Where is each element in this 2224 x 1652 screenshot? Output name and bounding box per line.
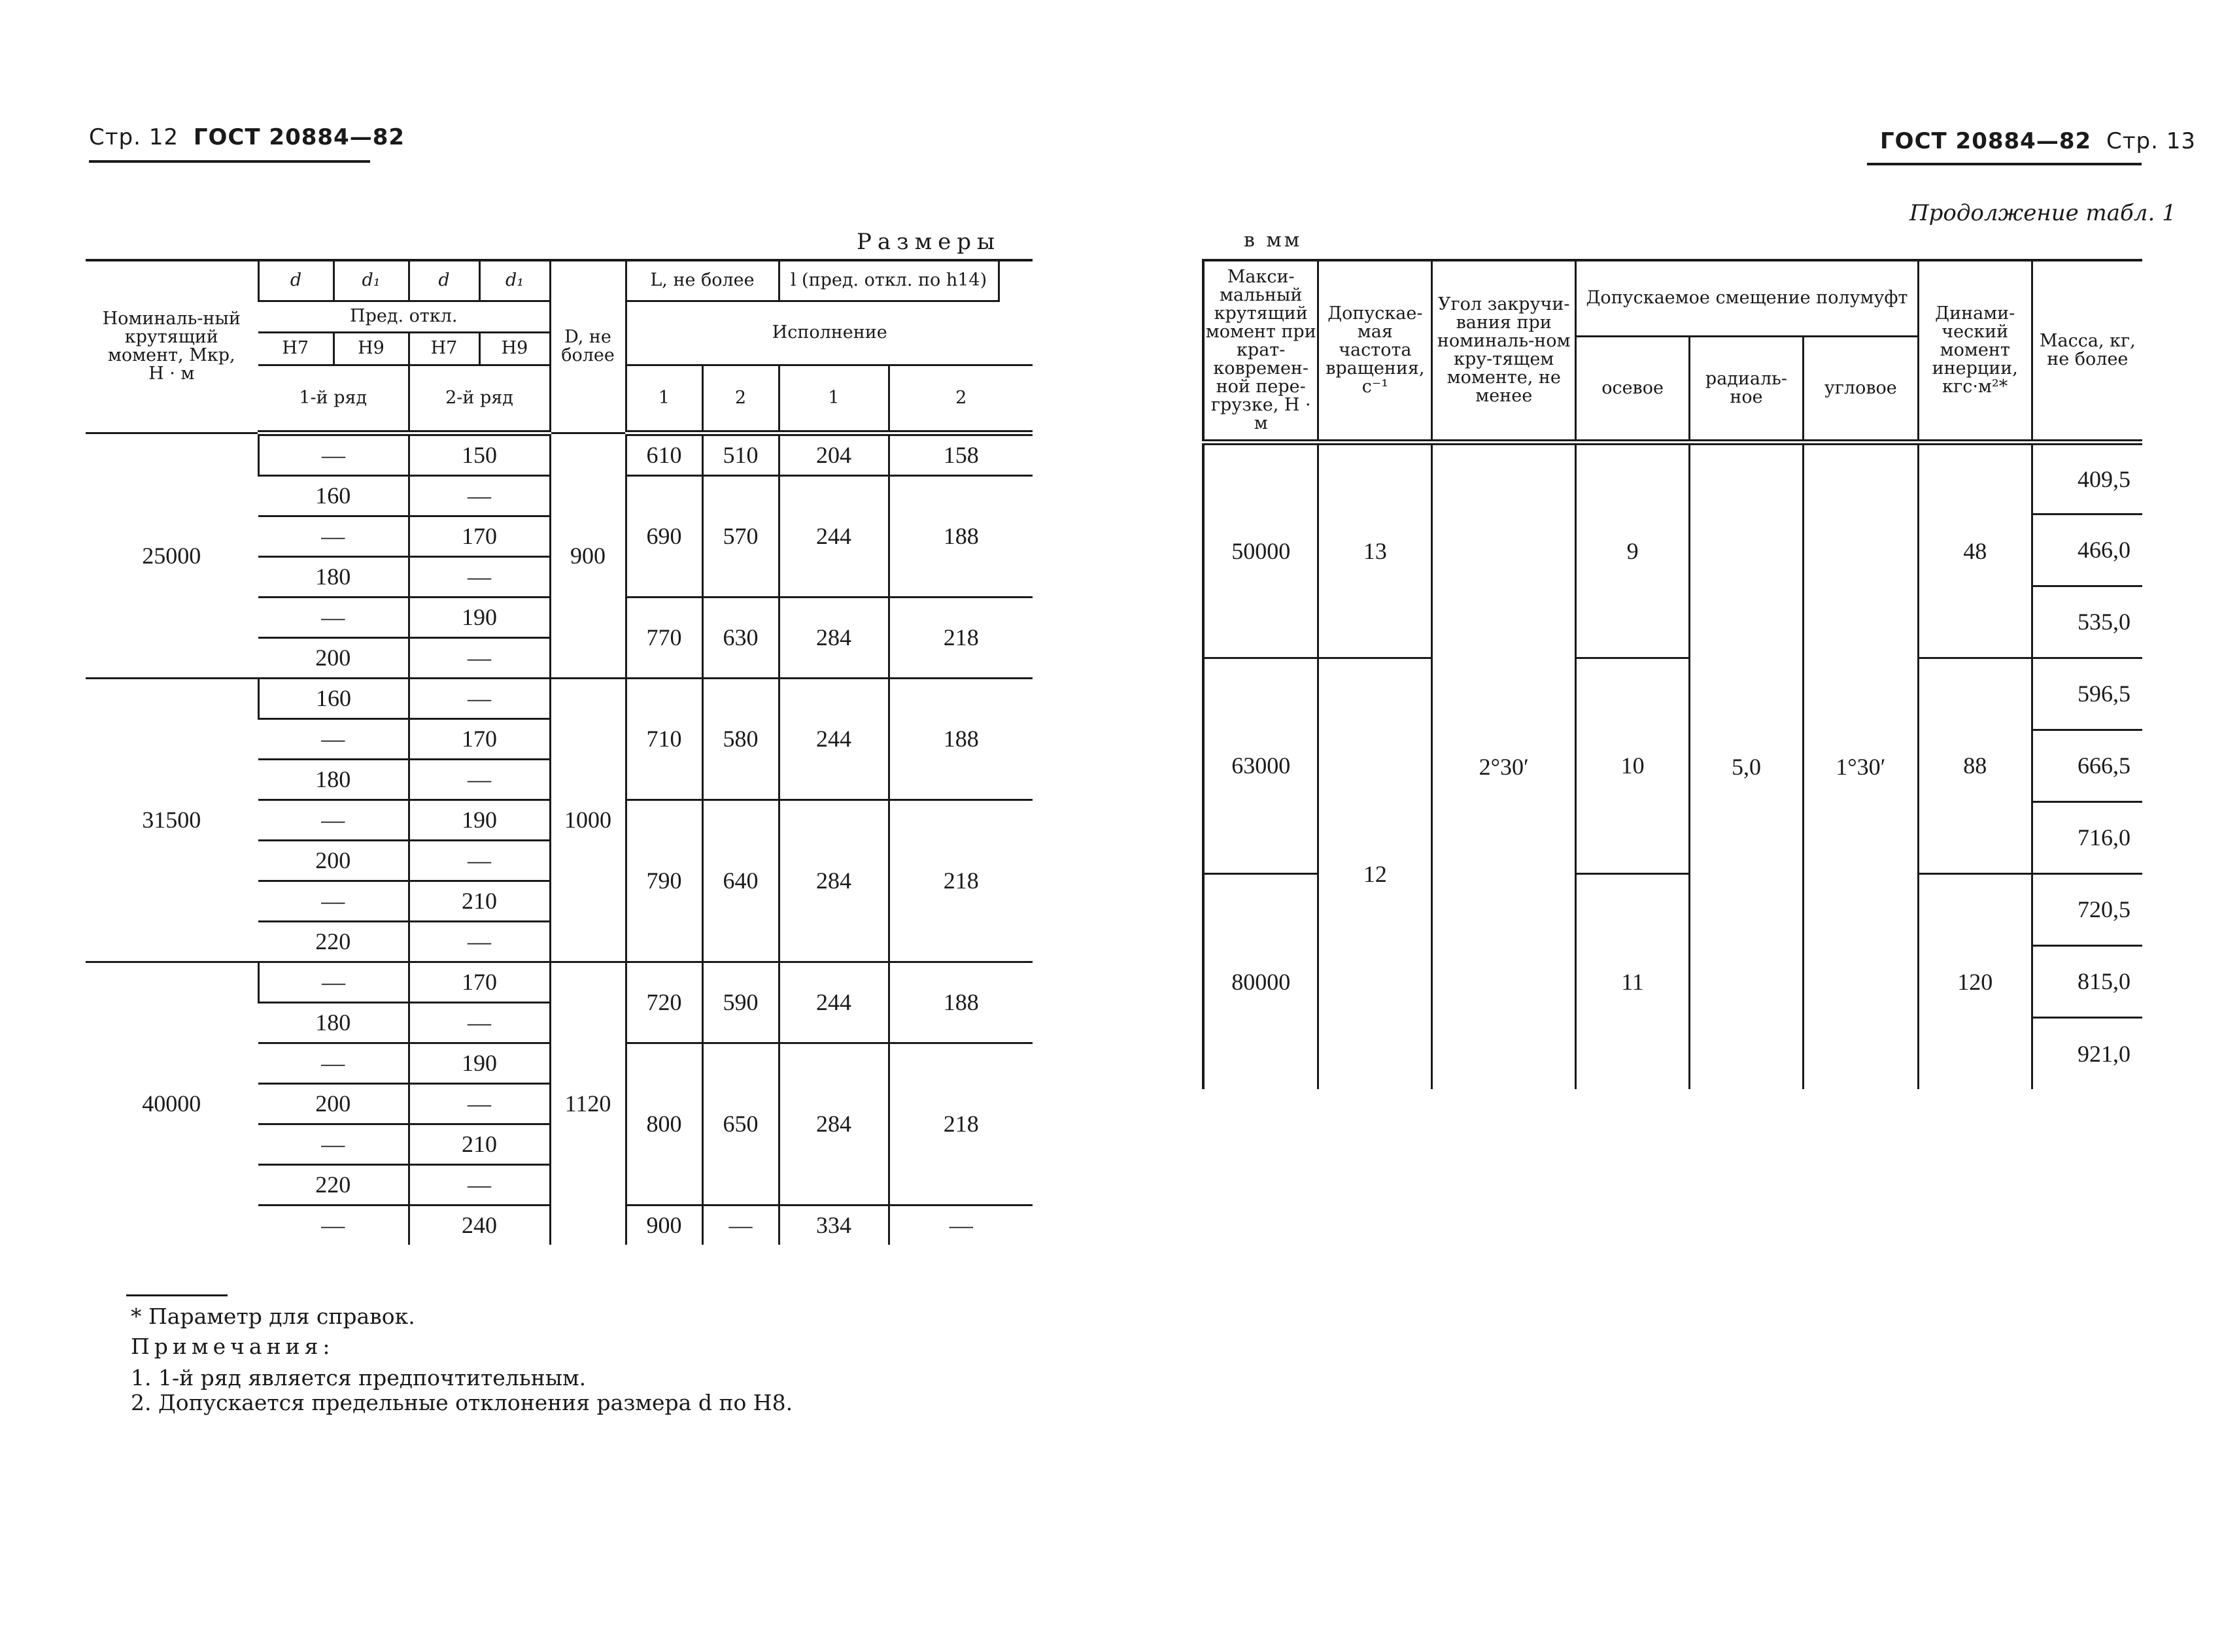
row1-value: — [258, 962, 409, 1002]
row2-value: 190 [409, 800, 550, 840]
l1-cell: 204 [779, 433, 889, 475]
row1-value: 200 [258, 840, 409, 881]
l1-cell: 244 [779, 678, 889, 800]
mass-header: Масса, кг, не более [2032, 261, 2142, 442]
L2-cell: 640 [702, 800, 779, 962]
l2-cell: 218 [889, 800, 1033, 962]
l2-cell: 218 [889, 1043, 1033, 1205]
right-standard-label: ГОСТ 20884—82 [1880, 128, 2092, 154]
freq-header: Допускае-мая частота вращения, с⁻¹ [1318, 261, 1432, 442]
angle-cell: 2°30′ [1432, 442, 1576, 1089]
D-cell: 900 [550, 433, 626, 678]
L2-cell: — [702, 1205, 779, 1245]
d-header: d [258, 261, 334, 301]
row2-value: 170 [409, 516, 550, 556]
freq-cell: 13 [1318, 442, 1432, 658]
moment-header [86, 261, 258, 433]
left-dimensions-table [86, 261, 1033, 1245]
row1-value: 200 [258, 637, 409, 678]
shift-header: Допускаемое смещение полумуфт [1576, 261, 1919, 336]
exec2-l-header: 2 [889, 365, 1033, 433]
l2-cell: — [889, 1205, 1033, 1245]
h9-header: H9 [334, 332, 409, 365]
row2-value: — [409, 678, 550, 718]
row1-value: — [258, 597, 409, 637]
table-row [1203, 658, 2142, 730]
row2-value: — [409, 921, 550, 962]
row1-value: — [258, 881, 409, 921]
right-header-rule [1867, 163, 2142, 165]
row1-value: 180 [258, 1002, 409, 1043]
freq-cell: 12 [1318, 658, 1432, 1089]
L1-cell: 720 [626, 962, 702, 1043]
row2-value: — [409, 759, 550, 800]
row2-value: 190 [409, 1043, 550, 1083]
angle-header: Угол закручи-вания при номиналь-ном кру-тящем моменте, не менее [1432, 261, 1576, 442]
right-page-header [1880, 128, 2196, 154]
l1-cell: 284 [779, 597, 889, 678]
notes-title: Примечания: [131, 1334, 335, 1359]
L2-cell: 590 [702, 962, 779, 1043]
footnote-rule [126, 1294, 228, 1296]
h7-header-2: H7 [409, 332, 479, 365]
exec1-L-header: 1 [626, 365, 702, 433]
right-page-label: Стр. 13 [2106, 128, 2197, 154]
table-row [86, 962, 1033, 1002]
row2-value: 240 [409, 1205, 550, 1245]
mass-cell: 815,0 [2032, 945, 2142, 1017]
mass-cell: 921,0 [2032, 1017, 2142, 1089]
L2-cell: 510 [702, 433, 779, 475]
radial-header: радиаль-ное [1690, 336, 1804, 442]
l1-cell: 284 [779, 1043, 889, 1205]
note-2: 2. Допускается предельные отклонения размера d по H8. [131, 1390, 793, 1415]
axial-cell: 11 [1576, 873, 1690, 1089]
l1-cell: 334 [779, 1205, 889, 1245]
l2-cell: 188 [889, 678, 1033, 800]
row2-value: — [409, 840, 550, 881]
row2-value: — [409, 637, 550, 678]
angular-header: угловое [1803, 336, 1918, 442]
row2-value: 170 [409, 962, 550, 1002]
mass-cell: 716,0 [2032, 801, 2142, 873]
mass-cell: 596,5 [2032, 658, 2142, 730]
note-1: 1. 1-й ряд является предпочтительным. [131, 1365, 587, 1391]
L-header: L, не более [626, 261, 779, 301]
D-cell: 1000 [550, 678, 626, 962]
L2-cell: 650 [702, 1043, 779, 1205]
ispolnenie-header: Исполнение [626, 301, 1033, 365]
L2-cell: 630 [702, 597, 779, 678]
moment-cell: 31500 [86, 678, 258, 962]
row1-value: 180 [258, 556, 409, 597]
row1-value: — [258, 800, 409, 840]
L2-cell: 580 [702, 678, 779, 800]
exec1-l-header: 1 [779, 365, 889, 433]
table-continuation-caption: Продолжение табл. 1 [1909, 200, 2176, 226]
mass-cell: 466,0 [2032, 514, 2142, 586]
sizes-caption: Размеры [857, 229, 1001, 255]
row1-value: 200 [258, 1083, 409, 1124]
row1-value: — [258, 433, 409, 475]
row1-value: 160 [258, 678, 409, 718]
mass-cell: 535,0 [2032, 586, 2142, 658]
table-row [86, 433, 1033, 475]
mass-cell: 720,5 [2032, 873, 2142, 945]
max-moment-header: Макси-мальный крутящий момент при крат-ковремен-ной пере-грузке, Н · м [1203, 261, 1318, 442]
max-moment-cell: 80000 [1203, 873, 1318, 1089]
L1-cell: 800 [626, 1043, 702, 1205]
max-moment-cell: 63000 [1203, 658, 1318, 873]
row2-value: 210 [409, 881, 550, 921]
D-header: D, не более [550, 261, 626, 433]
right-parameters-table [1202, 261, 2142, 1089]
row2-header: 2-й ряд [409, 365, 550, 433]
L1-cell: 610 [626, 433, 702, 475]
axial-header: осевое [1576, 336, 1690, 442]
mass-cell: 666,5 [2032, 730, 2142, 801]
row2-value: — [409, 1164, 550, 1205]
inertia-header: Динами-ческий момент инерции, кгс·м²* [1918, 261, 2032, 442]
left-header-rule [89, 160, 370, 163]
L1-cell: 690 [626, 475, 702, 597]
l2-cell: 188 [889, 475, 1033, 597]
row2-value: — [409, 475, 550, 516]
row1-value: 220 [258, 1164, 409, 1205]
moment-cell: 25000 [86, 433, 258, 678]
row2-value: — [409, 556, 550, 597]
moment-header-text: Номиналь-ный крутящий момент, Мкр, Н · м [102, 309, 241, 384]
mass-cell: 409,5 [2032, 442, 2142, 514]
row1-value: — [258, 516, 409, 556]
L1-cell: 790 [626, 800, 702, 962]
row1-value: — [258, 1043, 409, 1083]
left-standard-label: ГОСТ 20884—82 [193, 124, 405, 150]
l2-cell: 158 [889, 433, 1033, 475]
axial-cell: 9 [1576, 442, 1690, 658]
row1-value: 160 [258, 475, 409, 516]
table-row [1203, 442, 2142, 514]
inertia-cell: 48 [1918, 442, 2032, 658]
l1-cell: 244 [779, 962, 889, 1043]
table-row [86, 678, 1033, 718]
inertia-cell: 120 [1918, 873, 2032, 1089]
units-caption: в мм [1244, 229, 1303, 252]
row1-value: — [258, 718, 409, 759]
row1-value: 180 [258, 759, 409, 800]
row2-value: 190 [409, 597, 550, 637]
max-moment-cell: 50000 [1203, 442, 1318, 658]
footnote-star: * Параметр для справок. [131, 1304, 415, 1329]
row1-value: — [258, 1124, 409, 1164]
l-header: l (пред. откл. по h14) [779, 261, 999, 301]
row2-value: 150 [409, 433, 550, 475]
row2-value: 170 [409, 718, 550, 759]
L2-cell: 570 [702, 475, 779, 597]
row2-value: — [409, 1002, 550, 1043]
d-header-2: d [409, 261, 479, 301]
l2-cell: 188 [889, 962, 1033, 1043]
l1-cell: 284 [779, 800, 889, 962]
moment-cell: 40000 [142, 1090, 201, 1117]
l2-cell: 218 [889, 597, 1033, 678]
angular-cell: 1°30′ [1803, 442, 1918, 1089]
pred-otkl-header: Пред. откл. [258, 301, 550, 332]
h7-header: H7 [258, 332, 334, 365]
h9-header-2: H9 [479, 332, 550, 365]
row2-value: 210 [409, 1124, 550, 1164]
d1-header-2: d₁ [479, 261, 550, 301]
axial-cell: 10 [1576, 658, 1690, 873]
radial-cell: 5,0 [1690, 442, 1804, 1089]
L1-cell: 770 [626, 597, 702, 678]
left-page-label: Стр. 12 [89, 124, 179, 150]
row1-value: — [321, 1212, 345, 1238]
exec2-L-header: 2 [702, 365, 779, 433]
row1-value: 220 [258, 921, 409, 962]
l1-cell: 244 [779, 475, 889, 597]
d1-header: d₁ [334, 261, 409, 301]
left-spacer-header [999, 261, 1033, 301]
row1-header: 1-й ряд [258, 365, 409, 433]
left-page-header [89, 124, 405, 150]
inertia-cell: 88 [1918, 658, 2032, 873]
L1-cell: 900 [626, 1205, 702, 1245]
row2-value: — [409, 1083, 550, 1124]
L1-cell: 710 [626, 678, 702, 800]
D-cell: 1120 [550, 962, 626, 1245]
